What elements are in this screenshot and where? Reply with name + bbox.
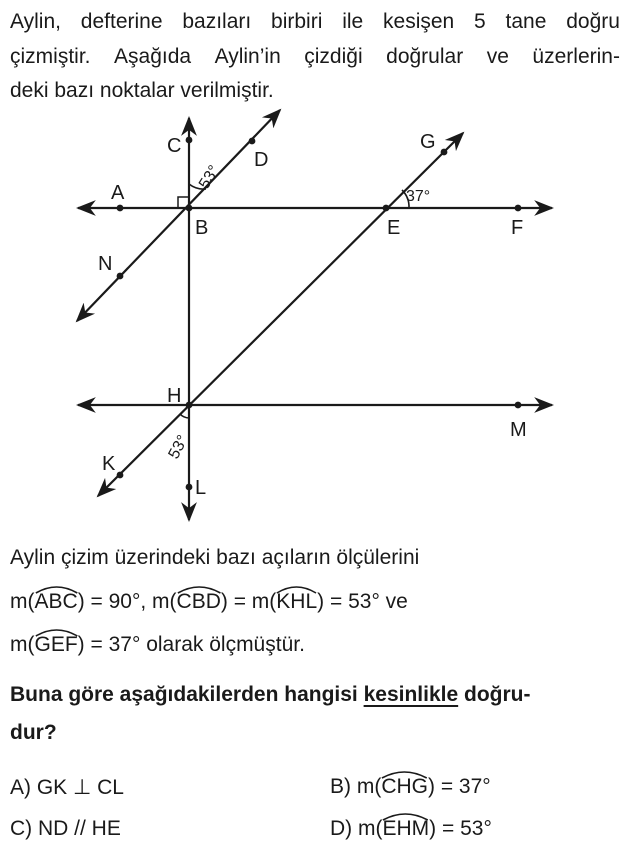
word: doğru	[566, 10, 620, 33]
point-dot-b	[186, 205, 193, 212]
geometry-figure	[0, 100, 629, 530]
word: bazıları	[182, 10, 252, 33]
point-label-b: B	[195, 217, 209, 239]
option-c[interactable]: C) ND // HE	[10, 817, 121, 840]
text: ) = 53° ve	[317, 590, 408, 613]
point-label-e: E	[387, 217, 401, 239]
text: ) = 90°, m(	[77, 590, 177, 613]
word: ile	[342, 10, 364, 33]
intro-line-2	[10, 43, 620, 71]
angle-hat-icon	[381, 769, 428, 779]
text: ) = 37°	[428, 775, 491, 798]
text: Buna göre aşağıdakilerden hangisi	[10, 683, 364, 706]
option-a[interactable]: A) GK ⊥ CL	[10, 776, 124, 799]
word: Aşağıda	[114, 45, 192, 68]
point-dot-h	[186, 402, 193, 409]
angle-name: KHL	[276, 590, 318, 613]
option-b[interactable]	[330, 775, 491, 799]
angle-hat-icon	[35, 584, 78, 594]
word: birbiri	[271, 10, 323, 33]
point-label-k: K	[102, 453, 116, 475]
word: doğrular	[386, 45, 464, 68]
text: ) = m(	[220, 590, 277, 613]
point-dot-k	[117, 472, 124, 479]
angle-gef	[35, 633, 78, 657]
word: Aylin,	[10, 10, 61, 33]
point-label-a: A	[111, 182, 125, 204]
word: defterine	[80, 10, 163, 33]
point-dot-m	[515, 402, 522, 409]
text: doğru-	[458, 683, 531, 706]
word: ve	[486, 45, 509, 68]
angle-name: EHM	[382, 817, 430, 840]
point-label-h: H	[167, 385, 182, 407]
question-line-2: dur?	[10, 721, 57, 744]
word: tane	[505, 10, 547, 33]
angle-chg	[381, 775, 428, 799]
angle-name: CBD	[176, 590, 221, 613]
angle-arc-khl	[180, 414, 189, 418]
word: Aylin’in	[214, 45, 281, 68]
word: çizdiği	[304, 45, 363, 68]
angle-label-gef: 37°	[406, 188, 431, 205]
point-dot-n	[117, 273, 124, 280]
intro-line-3: deki bazı noktalar verilmiştir.	[10, 79, 274, 102]
point-label-g: G	[420, 131, 436, 153]
angle-name: GEF	[34, 633, 78, 656]
point-label-c: C	[167, 135, 182, 157]
statement-line-1: Aylin çizim üzerindeki bazı açıların ölçülerini	[10, 546, 420, 569]
point-label-n: N	[98, 253, 113, 275]
text: ) = 37° olarak ölçmüştür.	[77, 633, 305, 656]
option-d[interactable]	[330, 817, 492, 841]
angle-label-cbd: 53°	[195, 162, 224, 193]
emphasis: kesinlikle	[363, 683, 459, 706]
point-label-f: F	[511, 217, 524, 239]
intro-line-1	[10, 8, 620, 36]
word: 5	[474, 10, 486, 33]
point-label-d: D	[254, 149, 269, 171]
statement-line-3	[10, 633, 305, 657]
point-dot-l	[186, 484, 193, 491]
angle-hat-icon	[177, 584, 221, 594]
question-line-1	[10, 683, 620, 707]
angle-name: ABC	[34, 590, 78, 613]
angle-label-khl: 53°	[165, 432, 192, 462]
point-dot-c	[186, 137, 193, 144]
angle-ehm	[382, 817, 429, 841]
angle-hat-icon	[276, 584, 317, 594]
statement-line-2	[10, 590, 408, 614]
angle-abc	[35, 590, 78, 614]
text: m(	[10, 590, 35, 613]
point-label-l: L	[195, 477, 207, 499]
text: m(	[10, 633, 35, 656]
angle-hat-icon	[382, 811, 429, 821]
text: D) m(	[330, 817, 383, 840]
word: üzerlerin-	[532, 45, 620, 68]
point-dot-e	[383, 205, 390, 212]
point-dot-f	[515, 205, 522, 212]
point-dot-a	[117, 205, 124, 212]
point-dot-d	[249, 138, 256, 145]
text: B) m(	[330, 775, 382, 798]
point-dot-g	[441, 149, 448, 156]
point-label-m: M	[510, 419, 527, 441]
word: kesişen	[383, 10, 455, 33]
angle-khl	[276, 590, 317, 614]
angle-cbd	[177, 590, 221, 614]
angle-name: CHG	[381, 775, 428, 798]
word: çizmiştir.	[10, 45, 91, 68]
text: ) = 53°	[429, 817, 492, 840]
angle-hat-icon	[35, 627, 78, 637]
